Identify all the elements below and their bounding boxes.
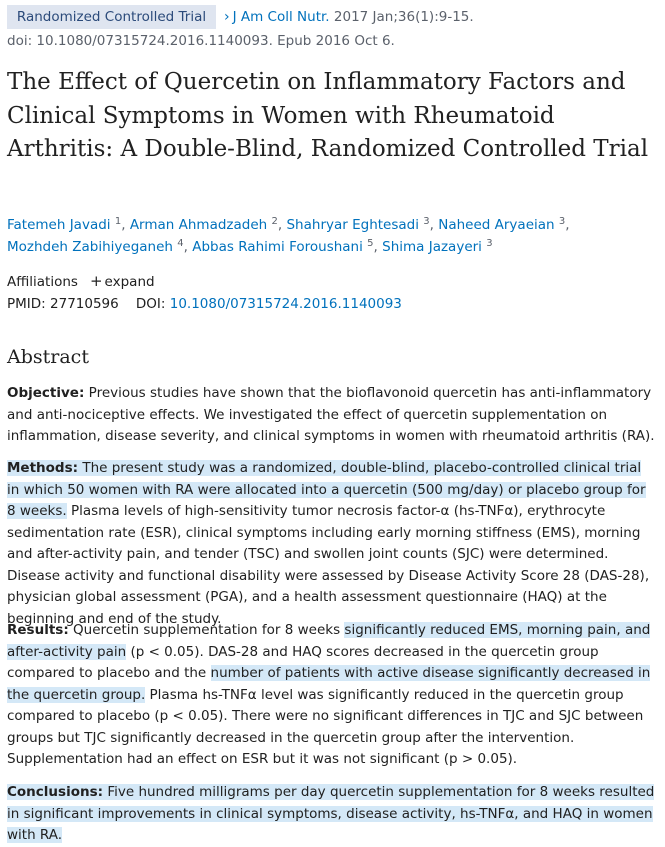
- author-affiliation-ref[interactable]: 4: [177, 238, 184, 249]
- expand-label: expand: [104, 274, 155, 290]
- author-affiliation-ref[interactable]: 3: [558, 216, 566, 227]
- journal-citation: [224, 5, 474, 29]
- results-text: Quercetin supplementation for 8 weeks: [68, 622, 345, 638]
- conclusions-highlight: [7, 784, 654, 843]
- doi-epub-line: doi: 10.1080/07315724.2016.1140093. Epub 2016 Oct 6.: [7, 33, 395, 49]
- objective-text: Previous studies have shown that the bioflavonoid quercetin has anti-inflammatory and anti-nociceptive effects. We investigated the effect of quercetin supplementation on inflammation, disease severity, and clinical symptoms in women with rheumatoid arthritis (RA).: [7, 385, 655, 444]
- publication-type-badge: Randomized Controlled Trial: [7, 5, 216, 29]
- abstract-objective: [7, 383, 657, 448]
- author-link[interactable]: Shima Jazayeri: [382, 239, 482, 255]
- doi-label: DOI:: [135, 296, 170, 312]
- author-link[interactable]: Shahryar Eghtesadi: [286, 217, 419, 233]
- article-identifiers: [7, 296, 402, 312]
- doi-link[interactable]: 10.1080/07315724.2016.1140093: [169, 296, 402, 312]
- results-text: Plasma hs-TNFα level was significantly reduced in the quercetin group compared to placebo (p < 0.05). There were no significant differences in TJC and SJC between groups but TJC significantly decreased in the quercetin group after the intervention. Supplementation had an effect on ESR but it was not significant (p > 0.05).: [7, 686, 644, 767]
- results-highlight: significantly reduced EMS, morning pain, and after-activity pain: [7, 622, 651, 660]
- author-link[interactable]: Abbas Rahimi Foroushani: [192, 239, 363, 255]
- results-text: (p < 0.05). DAS-28 and HAQ scores decreased in the quercetin group compared to placebo and the: [7, 643, 599, 681]
- abstract-methods: [7, 458, 657, 630]
- author-list: Fatemeh Javadi $^1$, Arman Ahmadzadeh $^2$, Shahryar Eghtesadi $^3$, Naheed Aryaeian $^3$, Mozhdeh Zabihiyeganeh $^4$, Abbas Rahimi Foroushani $^5$, Shima Jazayeri $^3$: [7, 216, 570, 255]
- author-link[interactable]: Naheed Aryaeian: [438, 217, 555, 233]
- conclusions-text: Five hundred milligrams per day quercetin supplementation for 8 weeks resulted in significant improvements in clinical symptoms, disease activity, hs-TNFα, and HAQ in women with RA.: [7, 784, 655, 843]
- pmid-value: 27710596: [50, 296, 119, 312]
- chevron-right-icon: ›: [224, 9, 230, 25]
- article-title: The Effect of Quercetin on Inflammatory Factors and Clinical Symptoms in Women with Rheumatoid Arthritis: A Double-Blind, Randomized Controlled Trial: [7, 69, 649, 162]
- conclusions-label: Conclusions:: [7, 784, 104, 800]
- journal-link[interactable]: J Am Coll Nutr.: [232, 9, 330, 25]
- results-label: Results:: [7, 622, 69, 638]
- affiliations-toggle[interactable]: [7, 272, 155, 290]
- pmid-label: PMID:: [7, 296, 51, 312]
- abstract-conclusions: [7, 782, 657, 847]
- author-link[interactable]: Fatemeh Javadi: [7, 217, 111, 233]
- citation-details: 2017 Jan;36(1):9-15.: [329, 9, 474, 25]
- results-highlight: number of patients with active disease significantly decreased in the quercetin group.: [7, 665, 651, 703]
- plus-icon: +: [89, 272, 103, 290]
- objective-label: Objective:: [7, 385, 85, 401]
- author-link[interactable]: Mozhdeh Zabihiyeganeh: [7, 239, 173, 255]
- abstract-results: [7, 620, 657, 771]
- abstract-heading: Abstract: [7, 346, 89, 368]
- author-affiliation-ref[interactable]: 1: [114, 216, 122, 227]
- author-affiliation-ref[interactable]: 5: [367, 238, 374, 249]
- author-affiliation-ref[interactable]: 3: [486, 238, 493, 249]
- methods-text: Plasma levels of high-sensitivity tumor necrosis factor-α (hs-TNFα), erythrocyte sedimentation rate (ESR), clinical symptoms including early morning stiffness (EMS), morning and after-activity pain, and tender (TSC) and swollen joint counts (SJC) were determined. Disease activity and functional disability were assessed by Disease Activity Score 28 (DAS-28), physician global assessment (PGA), and a health assessment questionnaire (HAQ) at the beginning and end of the study.: [7, 503, 650, 627]
- author-affiliation-ref[interactable]: 3: [423, 216, 430, 227]
- methods-text-highlight: The present study was a randomized, double-blind, placebo-controlled clinical trial in which 50 women with RA were allocated into a quercetin (500 mg/day) or placebo group for 8 weeks.: [7, 460, 646, 519]
- affiliations-label: Affiliations: [7, 274, 78, 290]
- author-affiliation-ref[interactable]: 2: [271, 216, 278, 227]
- author-link[interactable]: Arman Ahmadzadeh: [129, 217, 268, 233]
- methods-label: Methods:: [7, 460, 79, 476]
